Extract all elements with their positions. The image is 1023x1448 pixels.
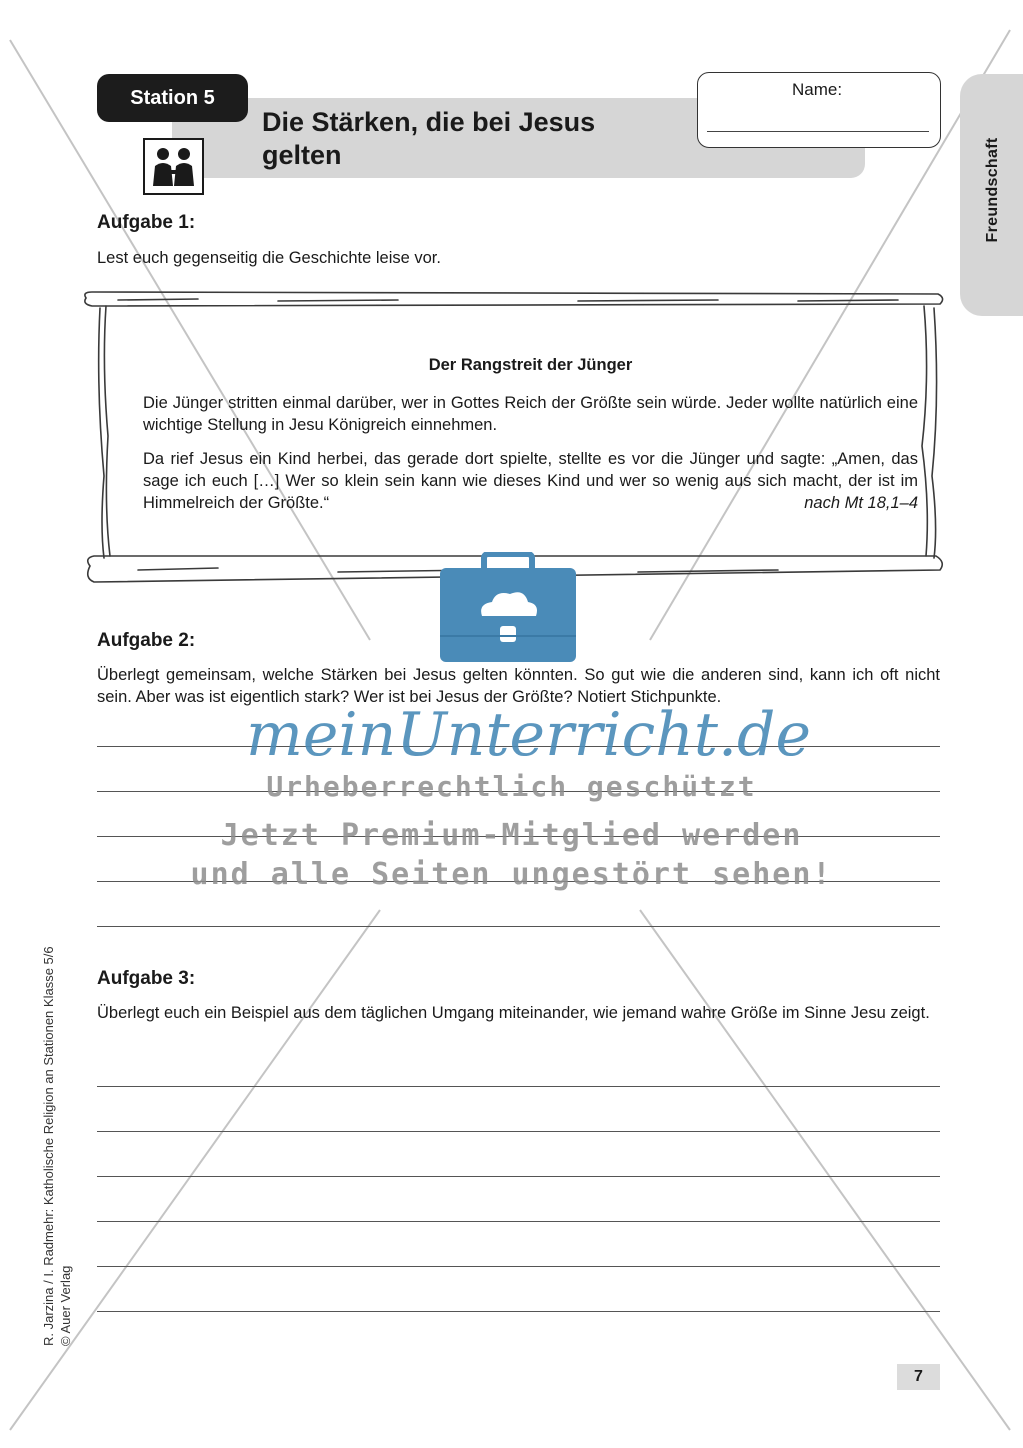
copyright-credit [40, 926, 74, 1346]
task3-heading: Aufgabe 3: [97, 968, 196, 989]
watermark-copyright: Urheberrechtlich geschützt [266, 770, 757, 803]
story-source: nach Mt 18,1–4 [804, 494, 918, 512]
name-label: Name: [792, 80, 843, 99]
answer-line[interactable] [97, 1311, 940, 1312]
name-input-line[interactable] [707, 131, 929, 132]
task2-heading: Aufgabe 2: [97, 630, 196, 651]
credit-publisher: © Auer Verlag [58, 1265, 73, 1346]
partner-work-icon [143, 138, 204, 195]
story-paragraph-1: Die Jünger stritten einmal darüber, wer in Gottes Reich der Größte sein würde. Jeder wollte natürlich eine wichtige Stellung in Jesu Königreich einnehmen. [143, 394, 918, 434]
story-paragraph-2: Da rief Jesus ein Kind herbei, das gerade dort spielte, stellte es vor die Jünger und sagte: „Amen, das sage ich euch […] Wer so klein sein kann wie dieses Kind und wer so wenig aus sich macht, der ist im Himmelreich der Größte.“ [143, 450, 918, 512]
task2-text: Überlegt gemeinsam, welche Stärken bei Jesus gelten könnten. So gut wie die anderen sind, kann ich oft nicht sein. Aber was ist eigentlich stark? Wer ist bei Jesus der Größte? Notiert Stichpunkte. [97, 666, 940, 706]
answer-line[interactable] [97, 1176, 940, 1177]
task3-text: Überlegt euch ein Beispiel aus dem täglichen Umgang miteinander, wie jemand wahre Größe im Sinne Jesu zeigt. [97, 1004, 930, 1022]
answer-line[interactable] [97, 1131, 940, 1132]
answer-line[interactable] [97, 1266, 940, 1267]
watermark-premium-2: und alle Seiten ungestört sehen! [190, 857, 833, 892]
watermark-premium: Jetzt Premium-Mitglied werden [220, 818, 803, 853]
page-title: Die Stärken, die bei Jesus gelten [262, 107, 596, 170]
watermark-logo: meinUnterricht.de [246, 700, 811, 770]
answer-line[interactable] [97, 1221, 940, 1222]
credit-authors: R. Jarzina / I. Radmehr: Katholische Religion an Stationen Klasse 5/6 [41, 946, 56, 1346]
answer-line[interactable] [97, 1086, 940, 1087]
task1-heading: Aufgabe 1: [97, 212, 196, 233]
answer-line[interactable] [97, 926, 940, 927]
story-title: Der Rangstreit der Jünger [428, 356, 633, 374]
task1-text: Lest euch gegenseitig die Geschichte leise vor. [97, 249, 441, 267]
briefcase-watermark-icon [438, 552, 578, 664]
scroll-frame [78, 286, 948, 586]
station-badge: Station 5 [97, 74, 248, 122]
page-number: 7 [897, 1364, 940, 1390]
side-tab-label: Freundschaft [984, 137, 1001, 243]
